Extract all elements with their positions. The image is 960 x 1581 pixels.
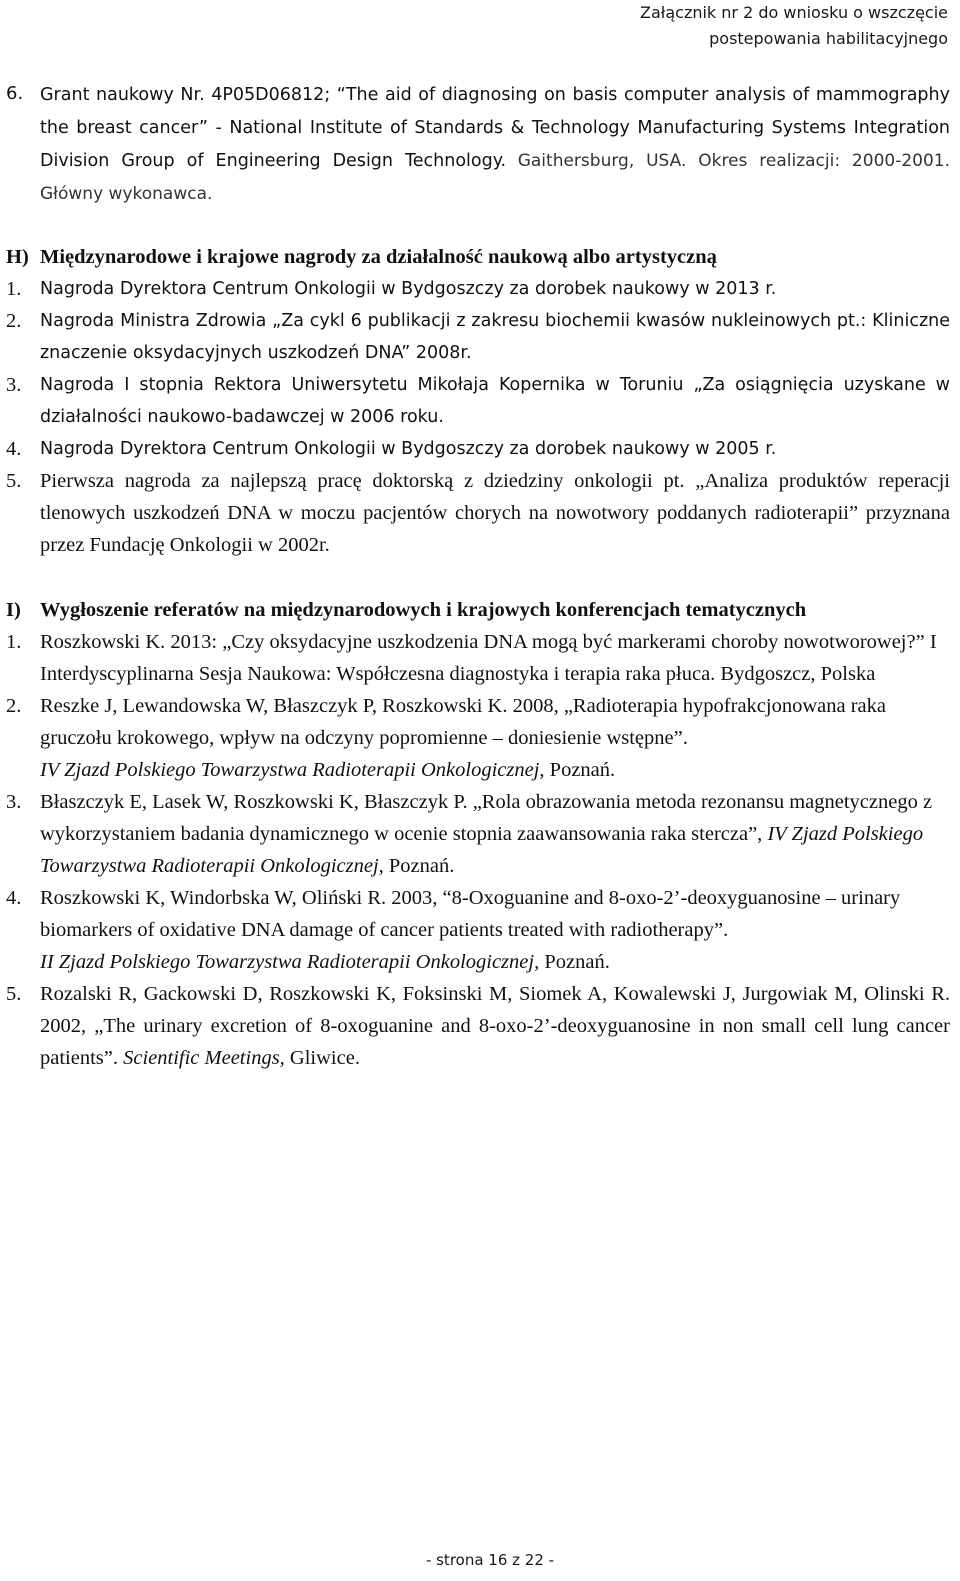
document-body [6,78,950,1074]
list-item [6,273,950,305]
talk-venue-rest: Gliwice. [284,1047,360,1069]
talk-venue-rest: , Poznań. [539,759,616,781]
talk-venue-italic: Scientific Meetings, [123,1047,285,1069]
grant-text: Grant naukowy Nr. 4P05D06812; “The aid of diagnosing on basis computer analysis of mammography the breast cancer” - National Institute of Standards & Technology Manufacturing Systems Integration Division Group of Engineering Design Technology. [40,85,950,171]
list-item [6,882,950,978]
talk-number: 4. [6,887,22,909]
talk-body [40,690,950,786]
list-item [6,690,950,786]
document-header [640,0,948,52]
grant-entry [6,78,950,210]
grant-continuation: Gaithersburg, USA. Okres realizacji: 2000-2001. Główny wykonawca. [40,151,950,204]
talk-number: 1. [6,631,22,653]
talk-text: Roszkowski K, Windorbska W, Oliński R. 2003, “8-Oxoguanine and 8-oxo-2’-deoxyguanosine – urinary biomarkers of oxidative DNA damage of cancer patients treated with radiotherapy”. [40,887,901,941]
talk-body [40,882,950,978]
award-number: 1. [6,278,22,300]
section-i-letter: I) [6,599,21,621]
award-text: Nagroda I stopnia Rektora Uniwersytetu Mikołaja Kopernika w Toruniu „Za osiągnięcia uzyskane w działalności naukowo-badawczej w 2006 roku. [40,375,950,427]
award-number: 2. [6,310,22,332]
award-number: 3. [6,374,22,396]
award-text: Nagroda Dyrektora Centrum Onkologii w Bydgoszczy za dorobek naukowy w 2013 r. [40,279,777,299]
talk-venue-italic: II Zjazd Polskiego Towarzystwa Radioterapii Onkologicznej, [40,951,540,973]
talk-body [40,978,950,1074]
award-text: Pierwsza nagroda za najlepszą pracę doktorską z dziedziny onkologii pt. „Analiza produktów reperacji tlenowych uszkodzeń DNA w moczu pacjentów chorych na nowotwory poddanych radioterapii” przyznana przez Fundację Onkologii w 2002r. [40,470,950,556]
list-item [6,433,950,465]
section-i-heading [6,594,950,626]
list-item [6,786,950,882]
section-h-title: Międzynarodowe i krajowe nagrody za działalność naukową albo artystyczną [40,246,717,268]
talk-venue [40,754,950,786]
section-i-title: Wygłoszenie referatów na międzynarodowych i krajowych konferencjach tematycznych [40,599,807,621]
list-item [6,465,950,561]
talk-number: 3. [6,791,22,813]
talk-venue-italic: IV Zjazd Polskiego Towarzystwa Radioterapii Onkologicznej [40,759,540,781]
talk-text: Błaszczyk E, Lasek W, Roszkowski K, Błaszczyk P. „Rola obrazowania metoda rezonansu magnetycznego z wykorzystaniem badania dynamicznego w ocenie stopnia zaawansowania raka stercza”, [40,791,933,845]
talk-venue-rest: Poznań. [383,855,455,877]
talk-venue-italic: IV Zjazd Polskiego Towarzystwa Radioterapii Onkologicznej, [40,823,924,877]
award-number: 5. [6,470,22,492]
talk-number: 5. [6,983,22,1005]
list-item [6,626,950,690]
grant-number: 6. [6,83,24,104]
talk-text: Rozalski R, Gackowski D, Roszkowski K, Foksinski M, Siomek A, Kowalewski J, Jurgowiak M, Olinski R. 2002, „The urinary excretion of 8-oxoguanine and 8-oxo-2’-deoxyguanosine in non small cell lung cancer patients”. [40,983,950,1069]
talk-venue-rest: Poznań. [539,951,610,973]
talk-number: 2. [6,695,22,717]
talk-text: Reszke J, Lewandowska W, Błaszczyk P, Roszkowski K. 2008, „Radioterapia hypofrakcjonowana raka gruczołu krokowego, wpływ na odczyny popromienne – doniesienie wstępne”. [40,695,886,749]
talks-list [6,626,950,1074]
award-number: 4. [6,438,22,460]
award-text: Nagroda Ministra Zdrowia „Za cykl 6 publikacji z zakresu biochemii kwasów nukleinowych pt.: Kliniczne znaczenie oksydacyjnych uszkodzeń DNA” 2008r. [40,311,950,363]
talk-body [40,786,950,882]
awards-list [6,273,950,561]
talk-venue [40,946,950,978]
header-line-1: Załącznik nr 2 do wniosku o wszczęcie [640,3,948,22]
section-h-letter: H) [6,246,29,268]
section-h-heading [6,241,950,273]
award-text: Nagroda Dyrektora Centrum Onkologii w Bydgoszczy za dorobek naukowy w 2005 r. [40,439,777,459]
page-number-footer: - strona 16 z 22 - [425,1551,555,1569]
list-item [6,978,950,1074]
header-line-2: postepowania habilitacyjnego [709,29,948,48]
grant-body [40,78,950,210]
talk-text: Roszkowski K. 2013: „Czy oksydacyjne uszkodzenia DNA mogą być markerami choroby nowotworowej?” I Interdyscyplinarna Sesja Naukowa: Współczesna diagnostyka i terapia raka płuca. Bydgoszcz, Polska [40,631,937,685]
list-item [6,305,950,369]
list-item [6,369,950,433]
